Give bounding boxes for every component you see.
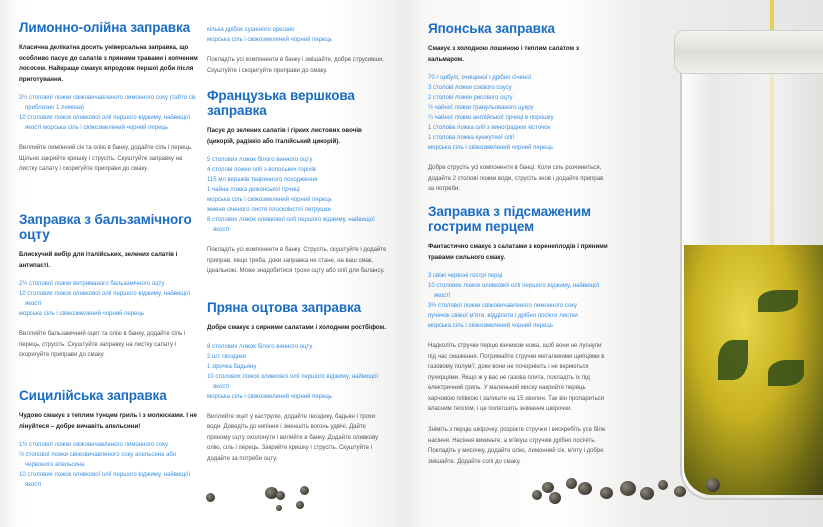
recipe-title: Французька вершкова заправка [207,88,355,118]
ingredient: морська сіль і свіжозмелений чорний перець [207,197,332,203]
ingredient-list [428,271,608,331]
ingredient: 1 зірочка бадьяну [207,363,257,370]
jar-rim [674,30,823,74]
ingredient-list [207,155,387,235]
recipe-balsamic [19,212,199,361]
recipe-title: Лимонно-олійна заправка [19,20,191,35]
ingredient-list [19,440,199,490]
ingredient: ¼ чайної ложки англійської гірчиці в порошку [428,115,554,121]
peppercorn [549,492,561,504]
ingredient: морська сіль і свіжозмелений чорний перець [207,37,332,43]
ingredient: 2 столові ложки рисового оцту [428,95,513,101]
ingredient: морська сіль і свіжозмелений чорний перець [428,323,553,329]
recipe-intro: Фантастично смакує з салатами з коренеплодів і пряними травами сильного смаку. [428,243,608,261]
peppercorn [640,487,654,500]
ingredient-list [428,73,608,153]
ingredient: 10 столових ложок оливкової олії першого віджиму, найвищої якості [207,373,379,390]
ingredient: 70 г цибулі, очищеної і дрібно січеної [428,75,532,81]
recipe-intro: Класична делікатна досить універсальна заправка, що особливо пасує до салатів з пряними травами і копченим лососем. Найкраще смакує впродовж першої доби після приготування. [19,44,198,83]
ingredient: 4 столові ложки олії з волоських горіхів [207,167,316,173]
recipe-method: Покладіть усі компоненти в банку і змішайте, добре струсивши. Скуштуйте і скоригуйте приправи до смаку. [207,57,385,74]
recipe-japanese [428,21,608,195]
recipe-intro: Чудово смакує з теплим тунцем гриль і з молюсками. І не лінуйтеся – добре вичавіть апельсини! [19,412,197,430]
ingredient: 5 столових ложок білого винного оцту [207,157,313,163]
recipe-title: Пряна оцтова заправка [207,300,362,315]
ingredient: 10 столових ложок оливкової олії першого віджиму, найвищої якості [428,283,600,299]
oil-jar-photo [608,0,823,527]
recipe-intro: Пасує до зелених салатів і гірких листових овочів (цикорій, радіккіо або італійський цикорій). [207,127,362,145]
peppercorn [300,486,309,495]
ingredient: 3 свіжі червоні гострі перці [428,273,503,279]
ingredient: морська сіль і свіжозмелений чорний перець [19,311,144,317]
ingredient: 2 шт. гвоздики [207,353,247,360]
recipe-title: Заправка з бальзамічного оцту [19,212,192,242]
ingredient-list [19,93,199,133]
peppercorn [206,493,215,502]
recipe-title: Заправка з підсмаженим гострим перцем [428,204,591,234]
recipe-intro: Добре смакує з сирними салатами і холодним ростбіфом. [207,324,386,331]
ingredient: морська сіль і свіжозмелений чорний перець [428,145,553,151]
ingredient: 10 столових ложок оливкової олії першого віджиму, найвищої якості морська сіль і свіжозмелений чорний перець [19,115,191,131]
peppercorn [620,481,636,496]
recipe-title: Сицилійська заправка [19,388,167,403]
peppercorn [532,490,542,500]
peppercorn [296,501,304,509]
herb-leaf [768,360,804,386]
ingredient: кілька дрібок сушеного орегано [207,27,295,33]
peppercorn [566,478,577,489]
ingredient: 2½ столової ложки витриманого бальзамічного оцту [19,281,165,287]
ingredient: 10 столових ложок оливкової олії першого віджиму, найвищої якості [19,472,191,488]
recipe-title: Японська заправка [428,21,555,36]
recipe-roasted-chili [428,204,608,467]
ingredient: 1½ столової ложки свіжовичавленого лимонного соку [19,442,168,448]
recipe-method: Добре струсіть усі компоненти в банці. Коли сіль розчиниться, додайте 2 столові ложки води, струсіть знов і додайте приправ за потреби. [428,165,604,192]
ingredient: 3½ столової ложки свіжовичавленого лимонного соку [428,303,577,309]
ingredient: 3 столові ложки соєвого соусу [428,85,512,91]
peppercorn [658,480,668,490]
recipe-method: Виллийте оцет у каструлю, додайте гвоздику, бадьян і трохи води. Доведіть до кипіння і зменшіть вогонь удвічі. Дайте пряному оцту охолонути і вилийте в банку. Додайте оливкову олію, сіль і перець. Закрийте кришку і струсіть. Скуштуйте і додайте за потреби оцту. [207,413,379,462]
ingredient-list [207,25,387,45]
peppercorn [578,482,592,495]
recipe-method: Виллийте лимонний сік та олію в банку, додайте сіль і перець. Щільно закрийте кришку і струсіть. Скуштуйте заправку на листку салату і скоригуйте приправи до смаку. [19,145,193,172]
recipe-intro: Блискучий вибір для італійських, зелених салатів і антипасті. [19,251,178,269]
ingredient: 115 мл вершків тваринного походження [207,177,318,183]
ingredient: ½ столової ложки свіжовичавленого соку апельсина або червоного апельсина [19,452,177,468]
herb-leaf [718,340,748,380]
ingredient: жменя січеного листя плоскolистої петрушки [207,207,332,213]
peppercorn [276,491,285,500]
ingredient: 10 столових ложок оливкової олії першого віджиму, найвищої якості [19,291,191,307]
ingredient: морська сіль і свіжозмелений чорний перець [207,393,332,400]
recipe-intro: Смакує з холодною лошиною і теплим салатом з кальмаром. [428,45,579,63]
recipe-sicilian [19,388,199,500]
ingredient: 1 столова ложка олії з виноградних кісточок [428,125,551,131]
peppercorn [706,478,720,492]
ingredient: 3½ столової ложки свіжовичавленого лимонного соку (табто сік приблизно 1 лимона) [19,95,196,111]
peppercorn [600,487,613,499]
ingredient: 8 столових ложок оливкової олії першого віджиму, найвищої якості [207,217,375,233]
ingredient: 8 столових ложок білого винного оцту [207,343,313,350]
recipe-method: Надколіть стручки перцю кінчиком ножа, щоб вони не луснули під час смаження. Потримайте стручки металевими щипцями в газовому полум'ї, доки вони не почорніють і не вкриються пухирцями. Якщо ж у вас не газова плита, покладіть їх під електричний гриль. У маленький миску накрийте перець харчовою плівкою і залиште на 15 хвилин. Так він пропариться власним теплом, і це полегшить знімання шкірочки. Зніміть з перцю шкірочку, розріжте стручки і вискребіть усе біле насіння. Насіння викиньте, а м'якуш стручків дрібно посічіть. Покладіть у мисочку, додайте олію, лимонний сік, м'яту і добре змішайте. Додайте солі до смаку. [428,343,606,465]
ingredient: ½ чайної ложки гранульованого цукру [428,105,534,111]
recipe-lemon-oil [19,20,199,175]
recipe-sicilian-continued [207,25,387,76]
ingredient: пучечок свіжої м'яти, відділити і дрібно посікти листки [428,313,578,319]
herb-leaf [758,290,798,312]
recipe-french-cream [207,88,387,277]
peppercorn [674,486,686,497]
ingredient: 1 чайна ложка дижонської гірчиці [207,187,300,193]
peppercorn [276,505,282,511]
ingredient: 1 столова ложка кунжутної олії [428,135,515,141]
ingredient-list [19,279,199,319]
recipe-method: Виллийте бальзамічний оцет та олію в банку, додайте сіль і перець, струсіть. Скуштуйте заправку на листку салату і скоригуйте приправи до смаку. [19,331,186,358]
ingredient-list [207,342,387,402]
recipe-spiced-vinegar [207,300,387,464]
recipe-method: Покладіть усі компоненти в банку. Струсіть, скуштуйте і додайте приправ, якщо треба, доки заправка не стане, на ваш смак, ідеальною. Може знадобитися трохи оцту або олії для балансу. [207,247,387,274]
